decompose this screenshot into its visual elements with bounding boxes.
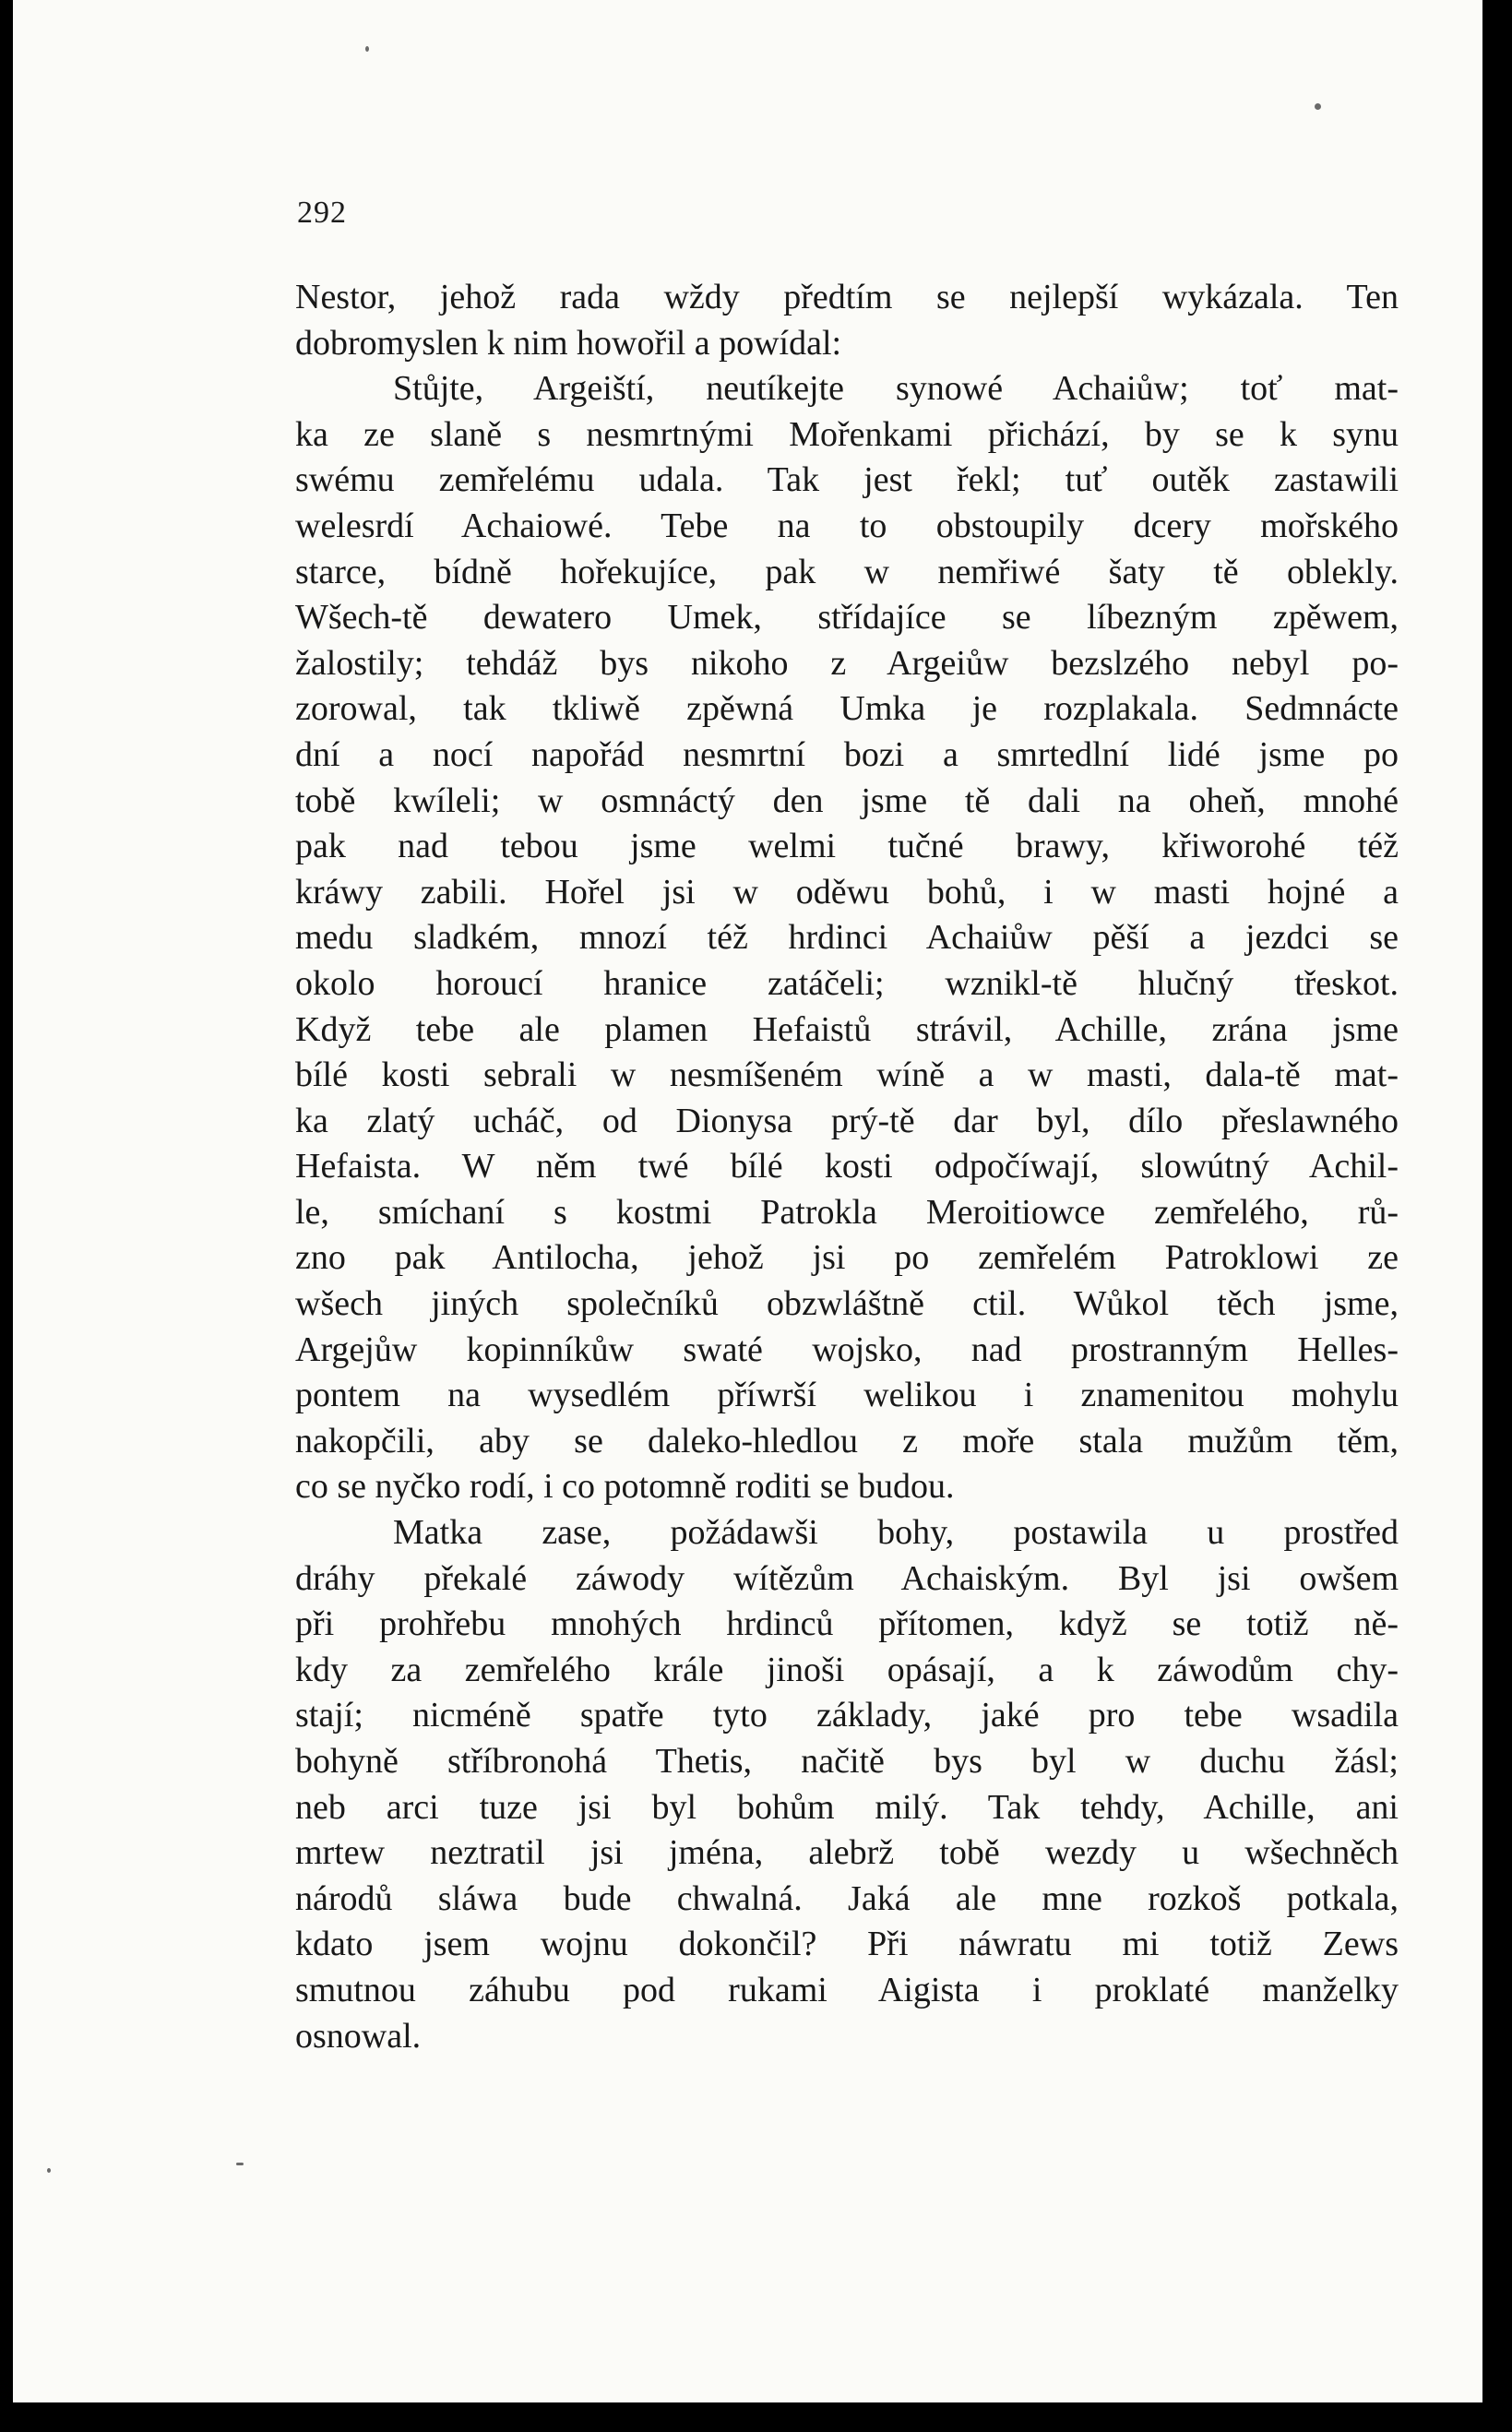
text-line: bohyně stříbronohá Thetis, načitě bys byl w duchu žásl; <box>295 1742 1399 1781</box>
text-line: dobromyslen k nim howořil a powídal: <box>295 323 842 363</box>
text-line: dráhy překalé záwody wítězům Achaiským. Byl jsi owšem <box>295 1558 1399 1598</box>
text-line: při prohřebu mnohých hrdinců přítomen, když se totiž ně- <box>295 1604 1399 1644</box>
text-line: národů sláwa bude chwalná. Jaká ale mne rozkoš potkala, <box>295 1878 1399 1918</box>
text-line: medu sladkém, mnozí též hrdinci Achaiůw pěší a jezdci se <box>295 918 1399 958</box>
text-line: Nestor, jehož rada wždy předtím se nejlepší wykázala. Ten <box>295 278 1399 316</box>
text-line: kdy za zemřelého krále jinoši opásají, a k záwodům chy- <box>295 1650 1399 1689</box>
text-line: ka zlatý ucháč, od Dionysa prý-tě dar byl, dílo přeslawného <box>295 1101 1399 1140</box>
text-line: Matka zase, požádawši bohy, postawila u prostřed <box>393 1513 1399 1553</box>
book-page <box>13 0 1482 2402</box>
text-line: zorowal, tak tkliwě zpěwná Umka je rozplakala. Sedmnácte <box>295 689 1399 729</box>
text-line: welesrdí Achaiowé. Tebe na to obstoupily dcery mořského <box>295 506 1399 545</box>
text-line: le, smíchaní s kostmi Patrokla Meroitiowce zemřelého, rů- <box>295 1192 1399 1232</box>
text-line: kráwy zabili. Hořel jsi w oděwu bohů, i w masti hojné a <box>295 872 1399 912</box>
text-line: stají; nicméně spatře tyto základy, jaké pro tebe wsadila <box>295 1696 1399 1735</box>
text-line: kdato jsem wojnu dokončil? Při náwratu mi totiž Zews <box>295 1925 1399 1964</box>
text-line: neb arci tuze jsi byl bohům milý. Tak tehdy, Achille, ani <box>295 1787 1399 1827</box>
text-line: Hefaista. W něm twé bílé kosti odpočíwají, slowútný Achil- <box>295 1147 1399 1186</box>
text-line: tobě kwíleli; w osmnáctý den jsme tě dali na oheň, mnohé <box>295 781 1399 820</box>
text-line: Když tebe ale plamen Hefaistů strávil, Achille, zrána jsme <box>295 1009 1399 1049</box>
text-line: wšech jiných společníků obzwláštně ctil. Wůkol těch jsme, <box>295 1284 1399 1324</box>
text-line: Stůjte, Argeiští, neutíkejte synowé Achaiůw; toť mat- <box>393 369 1399 409</box>
text-line: swému zemřelému udala. Tak jest řekl; tuť outěk zastawili <box>295 460 1399 500</box>
page-number: 292 <box>297 196 347 230</box>
text-line: okolo horoucí hranice zatáčeli; wznikl-tě hlučný třeskot. <box>295 963 1399 1003</box>
text-line: osnowal. <box>295 2016 422 2056</box>
text-line: Wšech-tě dewatero Umek, střídajíce se líbezným zpěwem, <box>295 598 1399 638</box>
print-speck <box>47 2168 51 2173</box>
text-line: zno pak Antilocha, jehož jsi po zemřelém Patroklowi ze <box>295 1238 1399 1278</box>
body-text <box>295 275 1399 2059</box>
text-line: ka ze slaně s nesmrtnými Mořenkami přichází, by se k synu <box>295 414 1399 454</box>
text-line: co se nyčko rodí, i co potomně roditi se budou. <box>295 1467 955 1507</box>
text-line: nakopčili, aby se daleko-hledlou z moře stala mužům těm, <box>295 1421 1399 1460</box>
text-line: pontem na wysedlém příwrší welikou i znamenitou mohylu <box>295 1376 1399 1415</box>
text-line: dní a nocí napořád nesmrtní bozi a smrtedlní lidé jsme po <box>295 734 1399 774</box>
text-line: starce, bídně hořekujíce, pak w nemřiwé šaty tě oblekly. <box>295 552 1399 591</box>
text-line: smutnou záhubu pod rukami Aigista i proklaté manželky <box>295 1970 1399 2009</box>
print-speck <box>1315 103 1321 110</box>
text-line: Argejůw kopinníkůw swaté wojsko, nad prostranným Helles- <box>295 1329 1399 1369</box>
text-line: pak nad tebou jsme welmi tučné brawy, křiworohé též <box>295 827 1399 866</box>
text-line: bílé kosti sebrali w nesmíšeném wíně a w masti, dala-tě mat- <box>295 1055 1399 1095</box>
text-line: žalostily; tehdáž bys nikoho z Argeiůw bezslzého nebyl po- <box>295 643 1399 683</box>
print-speck <box>236 2163 244 2165</box>
text-line: mrtew neztratil jsi jména, alebrž tobě wezdy u wšechněch <box>295 1833 1399 1873</box>
print-speck <box>365 46 369 52</box>
